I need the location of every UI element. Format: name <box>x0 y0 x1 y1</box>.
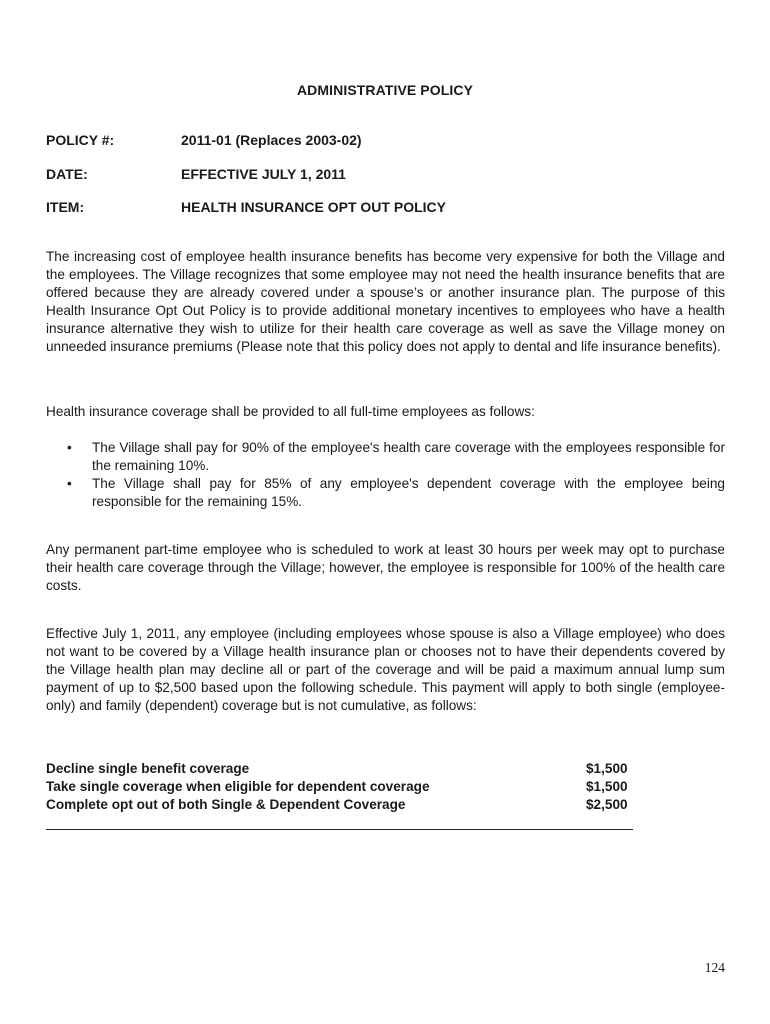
intro-paragraph: The increasing cost of employee health insurance benefits has become very expensive for both the Village and the employees. The Village recognizes that some employee may not need the health insurance benefits that are offered because they are already covered under a spouse’s or another insurance plan. The purpose of this Health Insurance Opt Out Policy is to provide additional monetary incentives to employees who have a health insurance alternative they wish to utilize for their health care coverage as well as save the Village money on unneeded insurance premiums (Please note that this policy does not apply to dental and life insurance benefits). <box>46 249 725 354</box>
bullet-text: The Village shall pay for 90% of the employee's health care coverage with the employees responsible for the remaining 10%. <box>92 440 725 473</box>
schedule-label: Take single coverage when eligible for dependent coverage <box>46 779 430 794</box>
policy-number-value: 2011-01 (Replaces 2003-02) <box>181 132 362 148</box>
part-time-paragraph: Any permanent part-time employee who is scheduled to work at least 30 hours per week may opt to purchase their health care coverage through the Village; however, the employee is responsible for 100% of the health care costs. <box>46 542 725 593</box>
schedule-label: Decline single benefit coverage <box>46 761 250 776</box>
schedule-amount: $2,500 <box>586 797 628 812</box>
coverage-paragraph: Health insurance coverage shall be provided to all full-time employees as follows: <box>46 404 535 419</box>
schedule-row <box>46 796 636 814</box>
item-value: HEALTH INSURANCE OPT OUT POLICY <box>181 199 446 215</box>
bullet-text: The Village shall pay for 85% of any employee's dependent coverage with the employee being responsible for the remaining 15%. <box>92 476 725 509</box>
date-value: EFFECTIVE JULY 1, 2011 <box>181 166 346 182</box>
bullet-icon: • <box>67 476 72 491</box>
opt-out-paragraph: Effective July 1, 2011, any employee (including employees whose spouse is also a Village employee) who does not want to be covered by a Village health insurance plan or chooses not to have their dependents covered by the Village health plan may decline all or part of the coverage and will be paid a maximum annual lump sum payment of up to $2,500 based upon the following schedule. This payment will apply to both single (employee-only) and family (dependent) coverage but is not cumulative, as follows: <box>46 626 725 713</box>
policy-number-row <box>46 132 362 148</box>
date-label: DATE: <box>46 166 88 182</box>
item-label: ITEM: <box>46 199 85 215</box>
document-title: ADMINISTRATIVE POLICY <box>296 82 474 98</box>
bullet-icon: • <box>67 440 72 455</box>
horizontal-divider <box>46 829 633 830</box>
list-item <box>46 439 725 475</box>
payment-schedule <box>46 760 636 814</box>
item-row <box>46 199 446 215</box>
schedule-row <box>46 778 636 796</box>
list-item <box>46 475 725 511</box>
schedule-amount: $1,500 <box>586 779 628 794</box>
schedule-row <box>46 760 636 778</box>
schedule-label: Complete opt out of both Single & Dependent Coverage <box>46 797 406 812</box>
policy-number-label: POLICY #: <box>46 132 115 148</box>
coverage-bullet-list <box>46 439 725 511</box>
schedule-amount: $1,500 <box>586 761 628 776</box>
page-number: 124 <box>704 960 725 975</box>
date-row <box>46 166 346 182</box>
